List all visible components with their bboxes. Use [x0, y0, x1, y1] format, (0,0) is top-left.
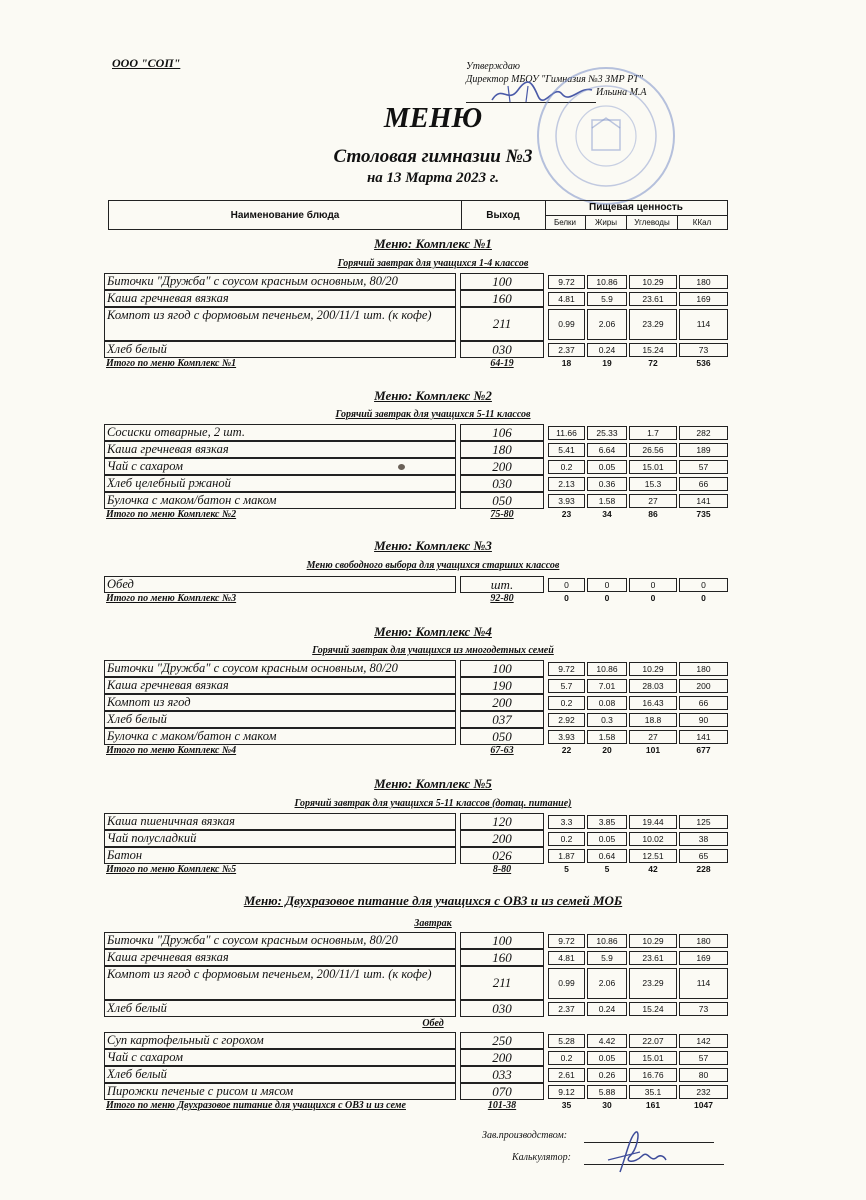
section-4-subtitle: Горячий завтрак для учащихся из многодетных семей	[312, 645, 554, 656]
total-kcal: 228	[696, 864, 711, 874]
dish-fats: 0.3	[587, 713, 627, 727]
total-row	[104, 1100, 728, 1115]
section-4-title: Меню: Комплекс №4	[374, 624, 492, 639]
table-row	[104, 660, 728, 677]
dish-fats: 0.08	[587, 696, 627, 710]
dish-output: 050	[460, 728, 544, 745]
total-output: 101-38	[487, 1100, 517, 1111]
dish-proteins: 9.72	[548, 275, 585, 289]
dish-proteins: 3.3	[548, 815, 585, 829]
total-carbs: 42	[648, 864, 658, 874]
dish-fats: 0.05	[587, 1051, 627, 1065]
approval-name: Ильина М.А	[596, 87, 647, 98]
total-kcal: 1047	[694, 1100, 713, 1110]
section-2-title: Меню: Комплекс №2	[374, 388, 492, 403]
paper-speck	[398, 464, 405, 470]
total-kcal: 735	[696, 509, 711, 519]
dish-kcal: 232	[679, 1085, 728, 1099]
dish-fats: 10.86	[587, 934, 627, 948]
dish-output: 211	[460, 966, 544, 1000]
dish-kcal: 66	[679, 477, 728, 491]
table-row	[104, 475, 728, 492]
dish-output: 070	[460, 1083, 544, 1100]
total-row	[104, 745, 728, 760]
dish-carbs: 35.1	[629, 1085, 677, 1099]
dish-kcal: 0	[679, 578, 728, 592]
table-row	[104, 307, 728, 341]
dish-proteins: 5.28	[548, 1034, 585, 1048]
dish-name: Хлеб белый	[104, 341, 456, 358]
total-kcal: 677	[696, 745, 711, 755]
dish-name: Пирожки печеные с рисом и мясом	[104, 1083, 456, 1100]
dish-fats: 0.05	[587, 460, 627, 474]
dish-fats: 25.33	[587, 426, 627, 440]
dish-name: Каша пшеничная вязкая	[104, 813, 456, 830]
total-fats: 34	[602, 509, 612, 519]
dish-fats: 0.26	[587, 1068, 627, 1082]
dish-output: 030	[460, 475, 544, 492]
section-6-title: Меню: Двухразовое питание для учащихся с ОВЗ и из семей МОБ	[243, 893, 623, 908]
dish-proteins: 0.2	[548, 696, 585, 710]
dish-proteins: 11.66	[548, 426, 585, 440]
dish-output: 030	[460, 1000, 544, 1017]
dish-proteins: 5.7	[548, 679, 585, 693]
approval-position: Директор МБОУ "Гимназия №3 ЗМР РТ"	[466, 74, 643, 85]
dish-output: 033	[460, 1066, 544, 1083]
dish-kcal: 189	[679, 443, 728, 457]
table-row	[104, 1000, 728, 1017]
total-fats: 0	[604, 593, 610, 603]
section-6-breakfast-label: Завтрак	[414, 918, 452, 929]
total-carbs: 161	[645, 1100, 661, 1110]
dish-fats: 10.86	[587, 275, 627, 289]
calculator-signature	[600, 1126, 670, 1178]
dish-carbs: 23.29	[629, 968, 677, 999]
dish-carbs: 12.51	[629, 849, 677, 863]
dish-proteins: 2.37	[548, 1002, 585, 1016]
total-kcal: 0	[701, 593, 706, 603]
section-1-table	[104, 273, 728, 373]
table-row	[104, 341, 728, 358]
dish-name: Каша гречневая вязкая	[104, 441, 456, 458]
dish-name: Чай полусладкий	[104, 830, 456, 847]
dish-kcal: 57	[679, 1051, 728, 1065]
dish-kcal: 65	[679, 849, 728, 863]
total-row	[104, 593, 728, 608]
dish-name: Каша гречневая вязкая	[104, 290, 456, 307]
section-5-subtitle: Горячий завтрак для учащихся 5-11 классов (дотац. питание)	[294, 798, 572, 809]
dish-proteins: 2.37	[548, 343, 585, 357]
table-row	[104, 290, 728, 307]
dish-output: 120	[460, 813, 544, 830]
dish-carbs: 15.3	[629, 477, 677, 491]
dish-kcal: 57	[679, 460, 728, 474]
dish-kcal: 38	[679, 832, 728, 846]
dish-output: 200	[460, 1049, 544, 1066]
dish-carbs: 15.24	[629, 343, 677, 357]
total-output: 75-80	[490, 509, 514, 520]
section-2-subtitle: Горячий завтрак для учащихся 5-11 классов	[335, 409, 531, 420]
dish-proteins: 3.93	[548, 494, 585, 508]
dish-fats: 1.58	[587, 730, 627, 744]
dish-carbs: 18.8	[629, 713, 677, 727]
header-carbs: Углеводы	[627, 216, 678, 229]
dish-name: Биточки "Дружба" с соусом красным основным, 80/20	[104, 273, 456, 290]
dish-carbs: 23.61	[629, 292, 677, 306]
table-row	[104, 1049, 728, 1066]
total-carbs: 101	[645, 745, 661, 755]
header-dish-name: Наименование блюда	[109, 201, 462, 229]
dish-proteins: 4.81	[548, 951, 585, 965]
document-title: МЕНЮ	[383, 102, 483, 134]
dish-name: Булочка с маком/батон с маком	[104, 492, 456, 509]
dish-output: 030	[460, 341, 544, 358]
dish-kcal: 80	[679, 1068, 728, 1082]
dish-kcal: 169	[679, 292, 728, 306]
total-proteins: 5	[564, 864, 569, 874]
dish-name: Чай с сахаром	[104, 458, 456, 475]
dish-kcal: 114	[679, 309, 728, 340]
organization-name: ООО "СОП"	[112, 56, 181, 70]
header-proteins: Белки	[545, 216, 586, 229]
table-row	[104, 1066, 728, 1083]
table-row	[104, 711, 728, 728]
dish-carbs: 10.29	[629, 934, 677, 948]
total-output: 64-19	[490, 358, 514, 369]
table-row	[104, 441, 728, 458]
table-row	[104, 1032, 728, 1049]
total-row	[104, 864, 728, 879]
dish-proteins: 3.93	[548, 730, 585, 744]
header-kcal: ККал	[692, 218, 712, 227]
dish-output: 250	[460, 1032, 544, 1049]
total-label: Итого по меню Комплекс №5	[106, 864, 237, 875]
header-nutrition: Пищевая ценность	[545, 201, 727, 216]
dish-proteins: 0.2	[548, 460, 585, 474]
dish-name: Хлеб белый	[104, 1000, 456, 1017]
table-row	[104, 424, 728, 441]
dish-output: 026	[460, 847, 544, 864]
dish-kcal: 282	[679, 426, 728, 440]
dish-proteins: 2.92	[548, 713, 585, 727]
dish-proteins: 0.2	[548, 832, 585, 846]
dish-carbs: 10.29	[629, 662, 677, 676]
dish-kcal: 141	[679, 494, 728, 508]
total-proteins: 18	[561, 358, 572, 368]
dish-carbs: 27	[629, 730, 677, 744]
table-row	[104, 830, 728, 847]
dish-output: 037	[460, 711, 544, 728]
total-fats: 19	[602, 358, 612, 368]
dish-carbs: 27	[629, 494, 677, 508]
dish-carbs: 26.56	[629, 443, 677, 457]
section-5-title: Меню: Комплекс №5	[374, 776, 492, 791]
dish-fats: 0	[587, 578, 627, 592]
section-3-subtitle: Меню свободного выбора для учащихся старших классов	[306, 560, 560, 571]
dish-carbs: 15.01	[629, 460, 677, 474]
dish-proteins: 1.87	[548, 849, 585, 863]
dish-kcal: 180	[679, 934, 728, 948]
dish-carbs: 10.29	[629, 275, 677, 289]
dish-proteins: 0.99	[548, 968, 585, 999]
table-row	[104, 492, 728, 509]
section-6-lunch-label: Обед	[422, 1018, 444, 1029]
dish-name: Компот из ягод с формовым печеньем, 200/11/1 шт. (к кофе)	[104, 307, 456, 341]
document-subtitle: Столовая гимназии №3	[333, 146, 533, 167]
dish-proteins: 0	[548, 578, 585, 592]
table-row	[104, 273, 728, 290]
dish-kcal: 180	[679, 662, 728, 676]
dish-output: 100	[460, 932, 544, 949]
total-proteins: 23	[561, 509, 572, 519]
dish-carbs: 22.07	[629, 1034, 677, 1048]
section-3-table	[104, 576, 728, 608]
dish-fats: 1.58	[587, 494, 627, 508]
dish-name: Обед	[104, 576, 456, 593]
section-3-title: Меню: Комплекс №3	[374, 538, 492, 553]
header-output: Выход	[461, 201, 546, 229]
dish-output: 160	[460, 290, 544, 307]
dish-kcal: 180	[679, 275, 728, 289]
dish-output: 100	[460, 660, 544, 677]
dish-proteins: 4.81	[548, 292, 585, 306]
dish-fats: 5.9	[587, 292, 627, 306]
dish-carbs: 16.76	[629, 1068, 677, 1082]
dish-fats: 6.64	[587, 443, 627, 457]
dish-kcal: 125	[679, 815, 728, 829]
table-row	[104, 847, 728, 864]
section-6-lunch-table	[104, 1032, 728, 1115]
section-4-table	[104, 660, 728, 760]
header-fats: Жиры	[586, 216, 627, 229]
document-date: на 13 Марта 2023 г.	[366, 170, 499, 186]
dish-output: 211	[460, 307, 544, 341]
total-label: Итого по меню Комплекс №2	[106, 509, 237, 520]
dish-kcal: 90	[679, 713, 728, 727]
dish-kcal: 169	[679, 951, 728, 965]
dish-name: Биточки "Дружба" с соусом красным основным, 80/20	[104, 932, 456, 949]
dish-output: 190	[460, 677, 544, 694]
table-row	[104, 458, 728, 475]
dish-name: Булочка с маком/батон с маком	[104, 728, 456, 745]
dish-proteins: 2.13	[548, 477, 585, 491]
dish-carbs: 10.02	[629, 832, 677, 846]
dish-kcal: 200	[679, 679, 728, 693]
dish-fats: 0.24	[587, 1002, 627, 1016]
dish-kcal: 142	[679, 1034, 728, 1048]
approval-title: Утверждаю	[466, 61, 520, 72]
total-output: 8-80	[492, 864, 512, 875]
dish-proteins: 9.72	[548, 662, 585, 676]
section-6-breakfast-table	[104, 932, 728, 1017]
dish-fats: 10.86	[587, 662, 627, 676]
dish-kcal: 66	[679, 696, 728, 710]
section-1-subtitle: Горячий завтрак для учащихся 1-4 классов	[337, 258, 529, 269]
table-row	[104, 728, 728, 745]
total-output: 67-63	[490, 745, 514, 756]
dish-fats: 7.01	[587, 679, 627, 693]
dish-output: 200	[460, 694, 544, 711]
total-fats: 20	[602, 745, 612, 755]
dish-fats: 0.36	[587, 477, 627, 491]
dish-carbs: 28.03	[629, 679, 677, 693]
dish-output: 160	[460, 949, 544, 966]
dish-output: 050	[460, 492, 544, 509]
dish-name: Сосиски отварные, 2 шт.	[104, 424, 456, 441]
dish-output: 100	[460, 273, 544, 290]
table-row	[104, 966, 728, 1000]
dish-fats: 5.9	[587, 951, 627, 965]
dish-carbs: 23.29	[629, 309, 677, 340]
dish-proteins: 9.72	[548, 934, 585, 948]
table-row	[104, 694, 728, 711]
dish-fats: 3.85	[587, 815, 627, 829]
dish-name: Суп картофельный с горохом	[104, 1032, 456, 1049]
dish-kcal: 73	[679, 1002, 728, 1016]
total-carbs: 86	[648, 509, 658, 519]
dish-fats: 4.42	[587, 1034, 627, 1048]
dish-name: Каша гречневая вязкая	[104, 677, 456, 694]
dish-carbs: 15.24	[629, 1002, 677, 1016]
dish-fats: 5.88	[587, 1085, 627, 1099]
dish-fats: 0.05	[587, 832, 627, 846]
dish-proteins: 9.12	[548, 1085, 585, 1099]
dish-name: Хлеб белый	[104, 1066, 456, 1083]
dish-output: 200	[460, 830, 544, 847]
dish-name: Компот из ягод	[104, 694, 456, 711]
dish-proteins: 0.2	[548, 1051, 585, 1065]
official-stamp	[532, 62, 680, 210]
dish-fats: 2.06	[587, 968, 627, 999]
calculator-label: Калькулятор:	[512, 1152, 571, 1163]
total-fats: 30	[602, 1100, 612, 1110]
dish-carbs: 16.43	[629, 696, 677, 710]
dish-fats: 0.64	[587, 849, 627, 863]
total-kcal: 536	[696, 358, 711, 368]
dish-carbs: 23.61	[629, 951, 677, 965]
table-row	[104, 932, 728, 949]
dish-carbs: 19.44	[629, 815, 677, 829]
dish-proteins: 2.61	[548, 1068, 585, 1082]
dish-proteins: 5.41	[548, 443, 585, 457]
dish-name: Каша гречневая вязкая	[104, 949, 456, 966]
total-row	[104, 509, 728, 524]
table-row	[104, 677, 728, 694]
dish-output: 106	[460, 424, 544, 441]
dish-name: Хлеб белый	[104, 711, 456, 728]
total-label: Итого по меню Комплекс №3	[106, 593, 237, 604]
dish-name: Хлеб целебный ржаной	[104, 475, 456, 492]
section-1-title: Меню: Комплекс №1	[374, 236, 492, 251]
total-label: Итого по меню Двухразовое питание для учащихся с ОВЗ и из семе	[106, 1100, 406, 1111]
dish-fats: 0.24	[587, 343, 627, 357]
total-fats: 5	[604, 864, 610, 874]
table-row	[104, 813, 728, 830]
dish-output: 180	[460, 441, 544, 458]
total-carbs: 72	[648, 358, 658, 368]
dish-carbs: 1.7	[629, 426, 677, 440]
dish-carbs: 0	[629, 578, 677, 592]
dish-carbs: 15.01	[629, 1051, 677, 1065]
table-header	[108, 200, 728, 230]
dish-output: шт.	[460, 576, 544, 593]
dish-name: Чай с сахаром	[104, 1049, 456, 1066]
dish-name: Батон	[104, 847, 456, 864]
total-label: Итого по меню Комплекс №4	[106, 745, 237, 756]
total-row	[104, 358, 728, 373]
section-5-table	[104, 813, 728, 879]
total-output: 92-80	[490, 593, 514, 604]
section-2-table	[104, 424, 728, 524]
dish-name: Компот из ягод с формовым печеньем, 200/11/1 шт. (к кофе)	[104, 966, 456, 1000]
dish-kcal: 114	[679, 968, 728, 999]
dish-fats: 2.06	[587, 309, 627, 340]
table-row	[104, 949, 728, 966]
table-row	[104, 1083, 728, 1100]
total-proteins: 0	[564, 593, 569, 603]
dish-output: 200	[460, 458, 544, 475]
dish-kcal: 141	[679, 730, 728, 744]
dish-kcal: 73	[679, 343, 728, 357]
total-proteins: 35	[561, 1100, 572, 1110]
total-carbs: 0	[650, 593, 656, 603]
production-manager-label: Зав.производством:	[482, 1130, 568, 1141]
dish-proteins: 0.99	[548, 309, 585, 340]
dish-name: Биточки "Дружба" с соусом красным основным, 80/20	[104, 660, 456, 677]
total-label: Итого по меню Комплекс №1	[106, 358, 237, 369]
total-proteins: 22	[561, 745, 572, 755]
table-row	[104, 576, 728, 593]
